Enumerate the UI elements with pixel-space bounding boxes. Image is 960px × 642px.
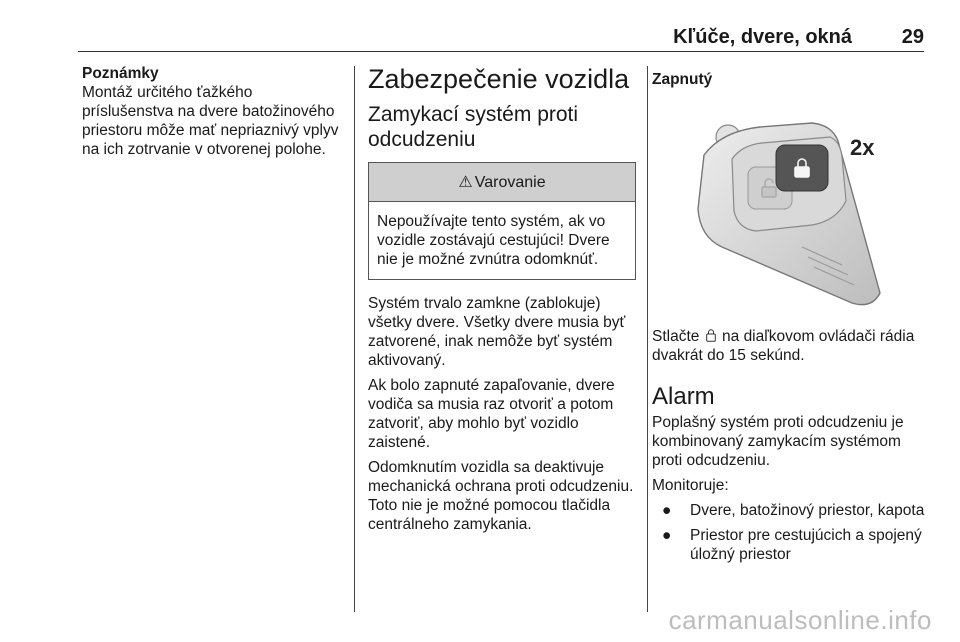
warning-box <box>368 162 636 280</box>
bullet-icon: ● <box>662 502 672 519</box>
paragraph: Systém trvalo zamkne (zablokuje) všetky dvere. Všetky dvere musia byť zatvorené, inak nemôže byť systém aktivovaný. <box>368 295 626 369</box>
note-text: Montáž určitého ťažkého príslušenstva na dvere batožinového priestoru môže mať nepriaznivý vplyv na ich zotrvanie v otvorenej polohe. <box>82 84 339 158</box>
column-divider-2 <box>647 66 648 612</box>
subhead-enabled: Zapnutý <box>652 71 713 88</box>
bullet-icon: ● <box>662 527 672 544</box>
instruction-before: Stlačte <box>652 328 700 345</box>
paragraph: Ak bolo zapnuté zapaľovanie, dvere vodiča sa musia raz otvoriť a potom zatvoriť, aby mohlo byť vozidlo zaistené. <box>368 377 615 451</box>
alarm-heading: Alarm <box>652 383 715 410</box>
watermark: carmanualsonline.info <box>668 605 932 635</box>
press-count-label: 2x <box>850 135 875 160</box>
list-item <box>652 526 934 564</box>
page-number: 29 <box>901 26 924 48</box>
warning-header <box>369 163 635 202</box>
instruction-after: na diaľkovom ovládači rádia dvakrát do 15 sekúnd. <box>652 328 915 364</box>
list-item-text: Dvere, batožinový priestor, kapota <box>690 502 925 519</box>
paragraph: Odomknutím vozidla sa deaktivuje mechanická ochrana proti odcudzeniu. Toto nie je možné pomocou tlačidla centrálneho zamykania. <box>368 459 634 533</box>
list-item <box>652 501 934 520</box>
column-3 <box>652 64 934 570</box>
header-divider <box>78 51 924 52</box>
instruction-text <box>652 327 934 365</box>
column-2 <box>368 64 636 534</box>
warning-triangle-icon: ⚠ <box>458 173 473 191</box>
column-1 <box>82 64 344 159</box>
lock-icon <box>706 329 716 342</box>
note-title: Poznámky <box>82 65 159 82</box>
list-item-text: Priestor pre cestujúcich a spojený úložný priestor <box>690 527 922 563</box>
warning-text: Nepoužívajte tento systém, ak vo vozidle zostávajú cestujúci! Dvere nie je možné zvnútra odomknúť. <box>377 213 610 268</box>
key-fob-figure <box>652 97 922 317</box>
warning-label: Varovanie <box>474 173 546 191</box>
section-subheading: Zamykací systém proti odcudzeniu <box>368 103 579 151</box>
column-divider-1 <box>354 66 355 612</box>
monitor-label: Monitoruje: <box>652 477 729 494</box>
section-heading: Zabezpečenie vozidla <box>368 64 630 94</box>
chapter-title: Kľúče, dvere, okná <box>673 26 852 48</box>
key-fob-icon <box>652 97 922 317</box>
monitor-list <box>652 501 934 564</box>
alarm-text: Poplašný systém proti odcudzeniu je kombinovaný zamykacím systémom proti odcudzeniu. <box>652 414 904 469</box>
